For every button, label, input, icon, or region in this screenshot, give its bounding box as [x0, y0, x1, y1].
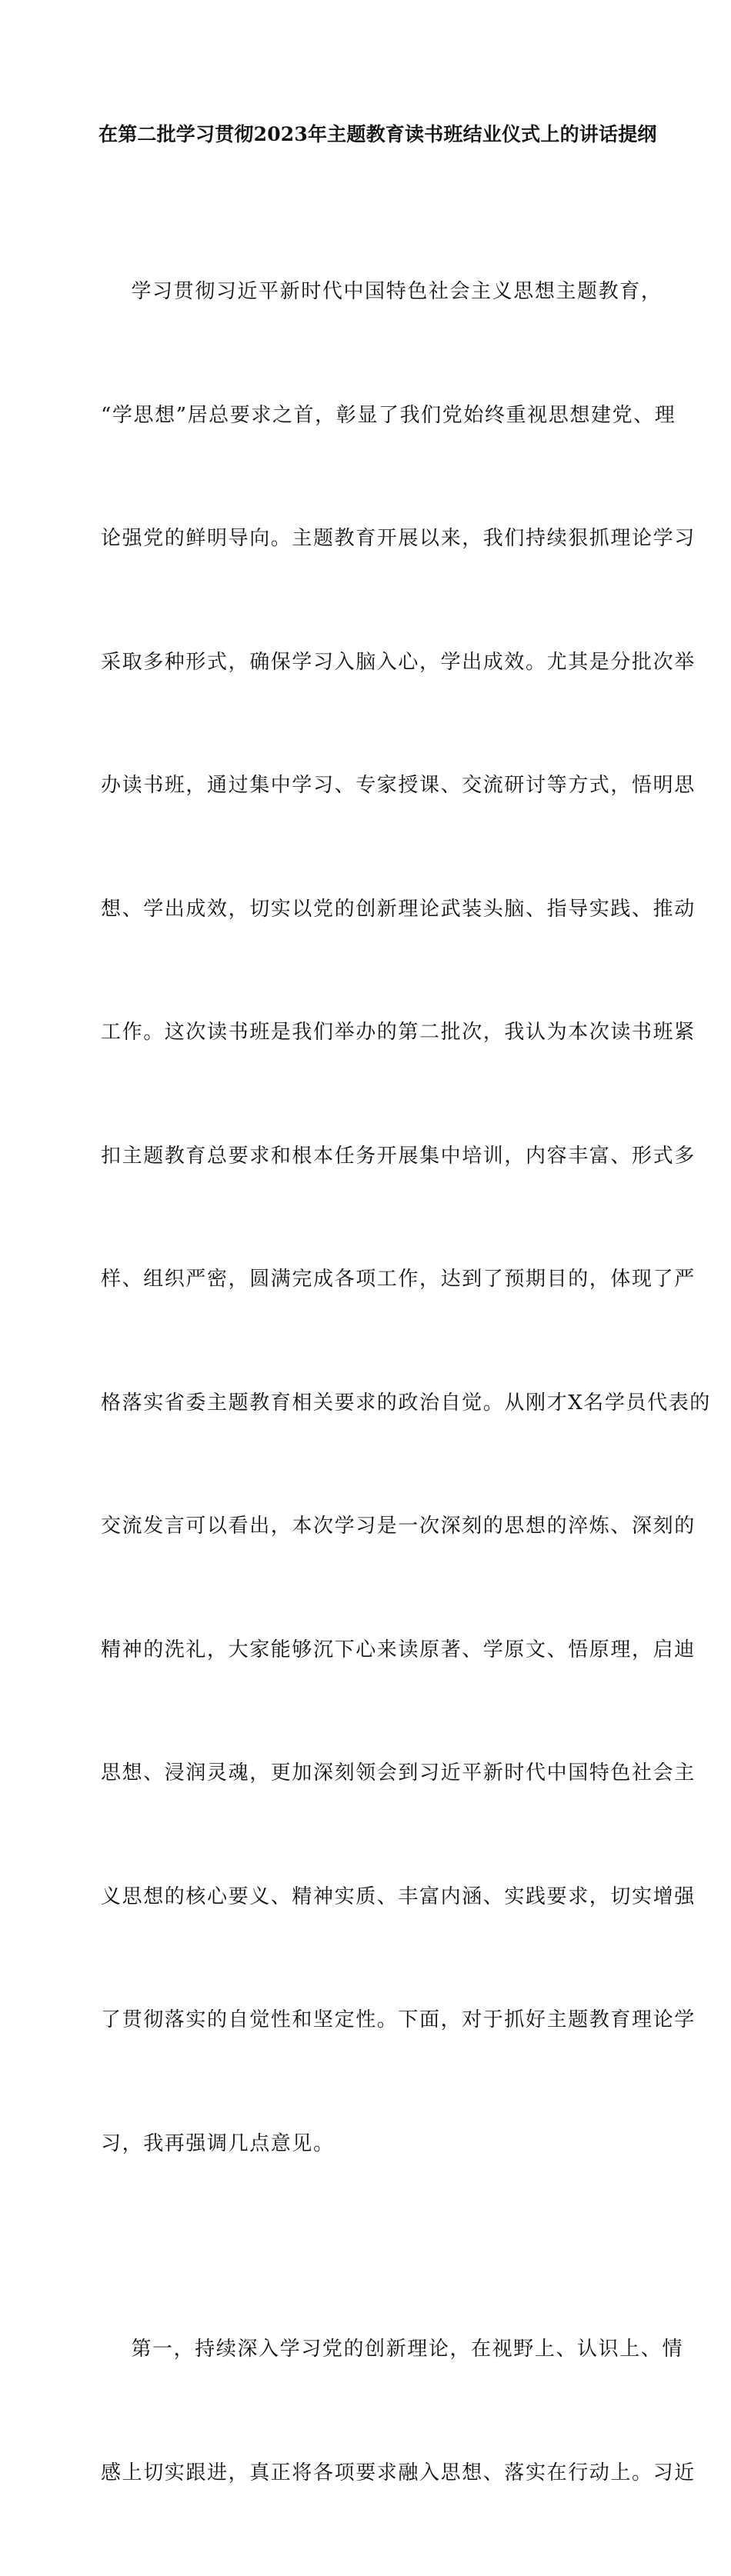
text-line: 工作。这次读书班是我们举办的第二批次，我认为本次读书班紧 — [101, 1021, 696, 1044]
text-line: 精神的洗礼，大家能够沉下心来读原著、学原文、悟原理，启迪 — [101, 1638, 696, 1661]
text-line: 扣主题教育总要求和根本任务开展集中培训，内容丰富、形式多 — [101, 1144, 696, 1168]
text-line: 第一，持续深入学习党的创新理论，在视野上、认识上、情 — [101, 2338, 684, 2361]
text-line: 想、学出成效，切实以党的创新理论武装头脑、指导实践、推动 — [101, 897, 696, 921]
text-line: 思想、浸润灵魂，更加深刻领会到习近平新时代中国特色社会主 — [101, 1761, 696, 1785]
text-line: “学思想”居总要求之首，彰显了我们党始终重视思想建党、理 — [101, 403, 676, 427]
text-line: 交流发言可以看出，本次学习是一次深刻的思想的淬炼、深刻的 — [101, 1515, 696, 1538]
paragraph-intro — [101, 189, 711, 2247]
paragraph-point-one — [101, 2247, 696, 2576]
text-line: 习，我再强调几点意见。 — [101, 2131, 335, 2155]
text-line: 学习贯彻习近平新时代中国特色社会主义思想主题教育， — [101, 280, 663, 303]
text-line: 了贯彻落实的自觉性和坚定性。下面，对于抓好主题教育理论学 — [101, 2008, 696, 2031]
text-line: 采取多种形式，确保学习入脑入心，学出成效。尤其是分批次举 — [101, 650, 696, 674]
text-line: 办读书班，通过集中学习、专家授课、交流研讨等方式，悟明思 — [101, 774, 696, 797]
document-body — [101, 189, 711, 2576]
text-line: 样、组织严密，圆满完成各项工作，达到了预期目的，体现了严 — [101, 1268, 696, 1291]
document-title: 在第二批学习贯彻2023年主题教育读书班结业仪式上的讲话提纲 — [98, 123, 657, 145]
text-line: 感上切实跟进，真正将各项要求融入思想、落实在行动上。习近 — [101, 2461, 696, 2484]
text-line: 义思想的核心要义、精神实质、丰富内涵、实践要求，切实增强 — [101, 1885, 696, 1908]
text-line: 论强党的鲜明导向。主题教育开展以来，我们持续狠抓理论学习 — [101, 527, 696, 550]
text-line: 格落实省委主题教育相关要求的政治自觉。从刚才X名学员代表的 — [101, 1391, 711, 1415]
